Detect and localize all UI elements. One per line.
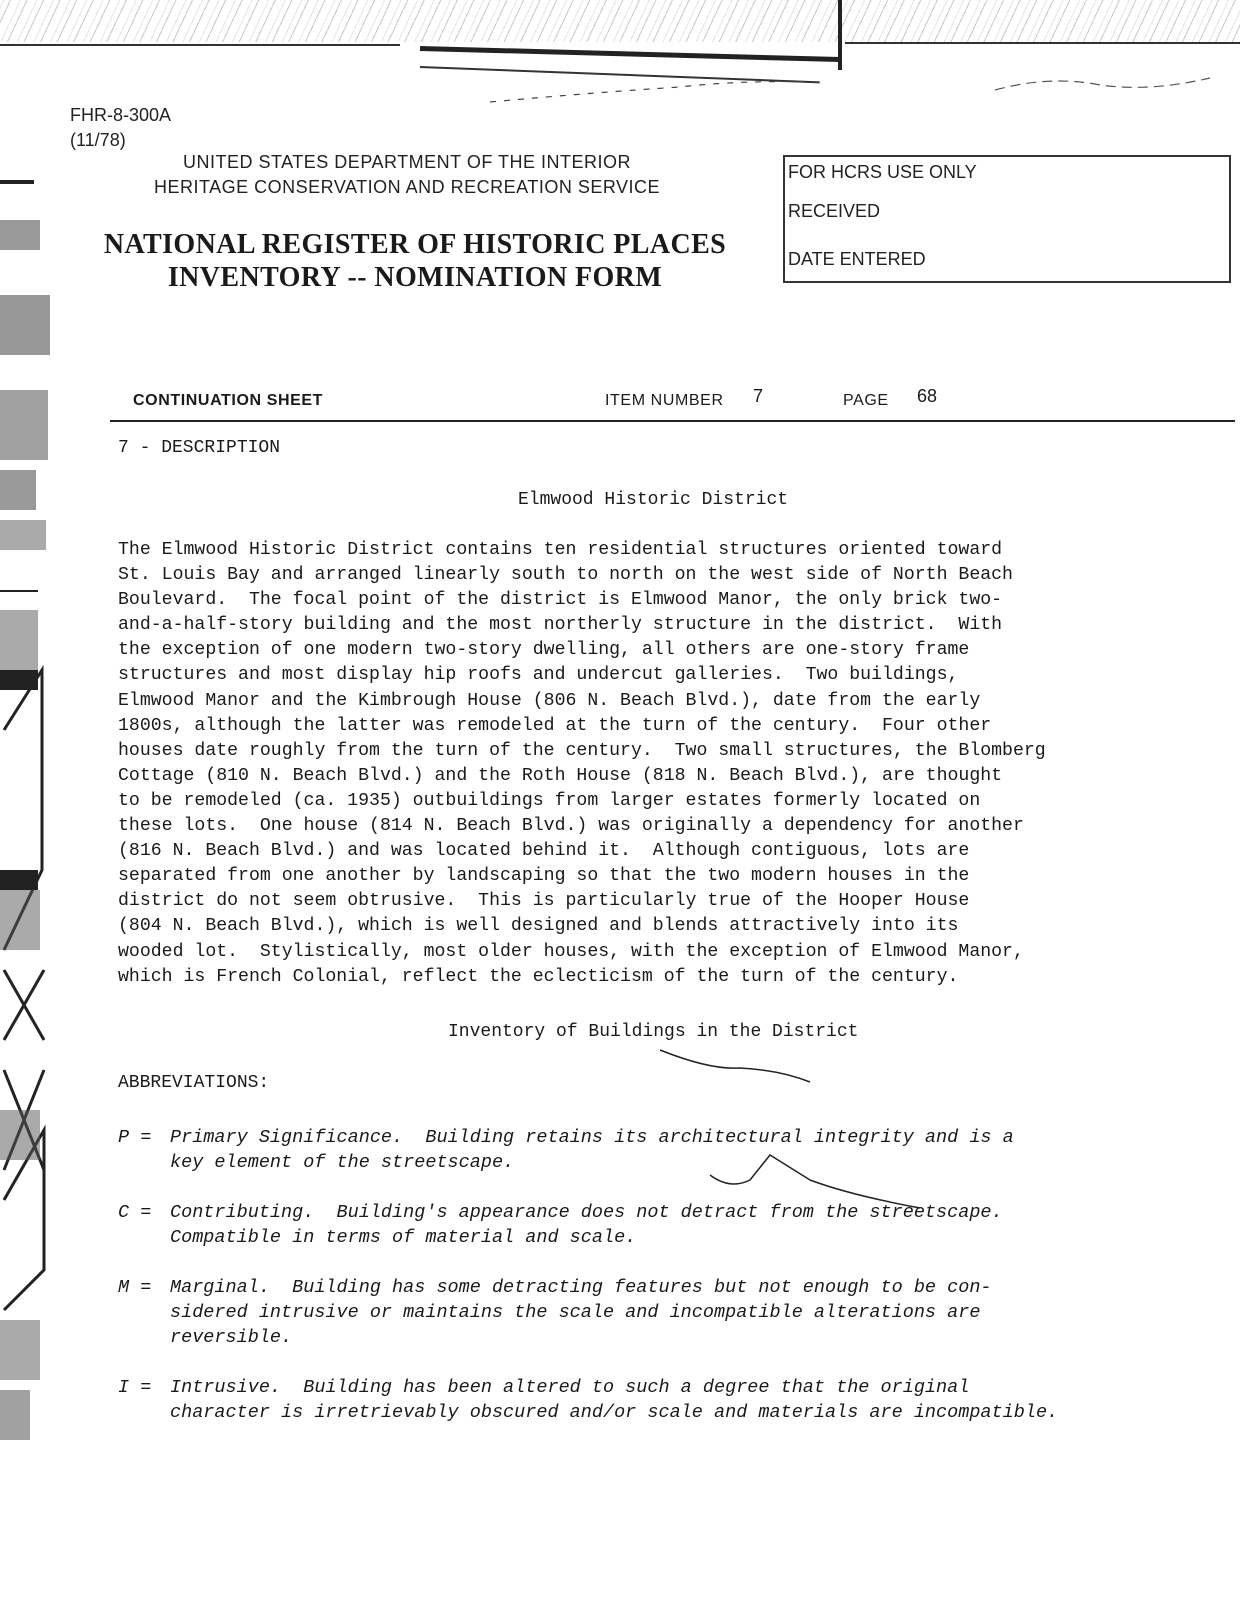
form-number: FHR-8-300A	[70, 105, 172, 125]
inventory-heading: Inventory of Buildings in the District	[448, 1022, 859, 1042]
hcrs-use-box	[783, 155, 1231, 283]
body-line: district do not seem obtrusive. This is particularly true of the Hooper House	[118, 891, 970, 912]
definition-text: sidered intrusive or maintains the scale and incompatible alterations are	[170, 1302, 981, 1323]
continuation-rule	[110, 420, 1235, 422]
definition-text: key element of the streetscape.	[170, 1152, 515, 1173]
form-title-line-1: NATIONAL REGISTER OF HISTORIC PLACES	[103, 229, 727, 260]
binding-strip	[0, 170, 62, 1450]
page-label: PAGE	[843, 392, 889, 409]
definition-key: C =	[118, 1202, 152, 1223]
top-rule	[0, 44, 400, 46]
definition-text: reversible.	[170, 1327, 293, 1348]
continuation-row	[133, 388, 1213, 418]
abbreviations-heading: ABBREVIATIONS:	[118, 1073, 270, 1093]
definition-text: Marginal. Building has some detracting features but not enough to be con-	[170, 1277, 992, 1298]
body-line: houses date roughly from the turn of the century. Two small structures, the Blomberg	[118, 740, 1046, 761]
scan-bracket-mark	[838, 0, 842, 70]
form-title	[70, 228, 760, 294]
description-paragraph	[118, 538, 1238, 990]
body-line: (804 N. Beach Blvd.), which is well designed and blends attractively into its	[118, 916, 959, 937]
body-line: 1800s, although the latter was remodeled at the turn of the century. Four other	[118, 715, 992, 736]
definition-text: Compatible in terms of material and scale.	[170, 1227, 637, 1248]
handwritten-stroke	[990, 70, 1220, 100]
definition-key: P =	[118, 1127, 152, 1148]
agency-line-2: HERITAGE CONSERVATION AND RECREATION SERVICE	[153, 177, 661, 197]
body-line: Elmwood Manor and the Kimbrough House (806 N. Beach Blvd.), date from the early	[118, 690, 981, 711]
body-line: wooded lot. Stylistically, most older houses, with the exception of Elmwood Manor,	[118, 941, 1024, 962]
item-number-label: ITEM NUMBER	[605, 392, 724, 409]
definition-key: I =	[118, 1377, 152, 1398]
scan-noise-band	[0, 0, 1240, 42]
handwritten-stroke	[480, 72, 840, 112]
received-label: RECEIVED	[788, 201, 881, 221]
definition-key: M =	[118, 1277, 152, 1298]
definition-intrusive	[118, 1375, 1058, 1425]
handwritten-stroke	[700, 1140, 950, 1210]
body-line: St. Louis Bay and arranged linearly south to north on the west side of North Beach	[118, 565, 1013, 586]
section-heading: 7 - DESCRIPTION	[118, 438, 281, 458]
top-rule	[845, 42, 1240, 44]
body-line: (816 N. Beach Blvd.) and was located behind it. Although contiguous, lots are	[118, 841, 970, 862]
body-line: Cottage (810 N. Beach Blvd.) and the Roth House (818 N. Beach Blvd.), are thought	[118, 765, 1003, 786]
definition-marginal	[118, 1275, 992, 1350]
definition-text: Contributing. Building's appearance does not detract from the streetscape.	[170, 1202, 1003, 1223]
body-line: which is French Colonial, reflect the eclecticism of the turn of the century.	[118, 966, 959, 987]
agency-line-1: UNITED STATES DEPARTMENT OF THE INTERIOR	[182, 152, 632, 172]
body-line: to be remodeled (ca. 1935) outbuildings from larger estates formerly located on	[118, 790, 981, 811]
definition-text: Primary Significance. Building retains its architectural integrity and is a	[170, 1127, 1014, 1148]
definition-text: Intrusive. Building has been altered to such a degree that the original	[170, 1377, 970, 1398]
body-line: separated from one another by landscaping so that the two modern houses in the	[118, 866, 970, 887]
body-line: these lots. One house (814 N. Beach Blvd.) was originally a dependency for another	[118, 816, 1024, 837]
body-line: structures and most display hip roofs and undercut galleries. Two buildings,	[118, 665, 959, 686]
agency-heading	[122, 150, 692, 200]
page-number-value: 68	[917, 386, 938, 406]
date-entered-label: DATE ENTERED	[788, 249, 926, 269]
body-line: The Elmwood Historic District contains ten residential structures oriented toward	[118, 540, 1003, 560]
form-title-line-2: INVENTORY -- NOMINATION FORM	[167, 262, 663, 293]
body-line: and-a-half-story building and the most northerly structure in the district. With	[118, 615, 1003, 636]
hcrs-use-only-label: FOR HCRS USE ONLY	[788, 162, 977, 182]
form-identifier	[70, 103, 171, 153]
definition-text: character is irretrievably obscured and/or scale and materials are incompatible.	[170, 1402, 1059, 1423]
handwritten-stroke	[640, 1040, 820, 1090]
top-rule	[420, 46, 840, 62]
body-line: the exception of one modern two-story dwelling, all others are one-story frame	[118, 640, 970, 661]
item-number-value: 7	[753, 386, 764, 406]
form-date: (11/78)	[70, 130, 126, 150]
continuation-sheet-label: CONTINUATION SHEET	[133, 392, 324, 409]
district-title: Elmwood Historic District	[518, 490, 789, 510]
body-line: Boulevard. The focal point of the district is Elmwood Manor, the only brick two-	[118, 590, 1003, 611]
